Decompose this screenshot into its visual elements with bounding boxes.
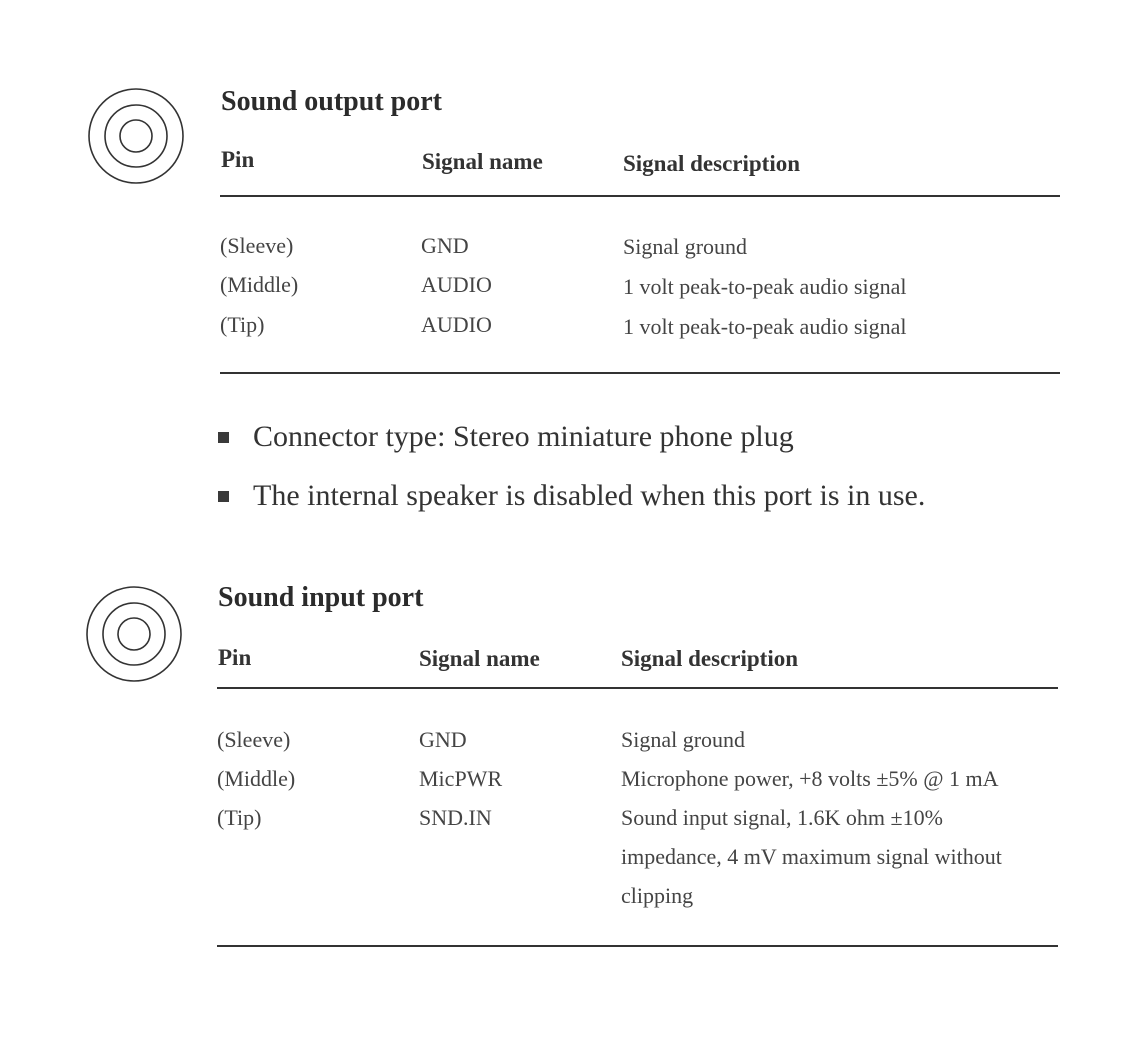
signal-description-cell: Sound input signal, 1.6K ohm ±10% impedance, 4 mV maximum signal without clipping — [621, 805, 1002, 908]
note-text: The internal speaker is disabled when this port is in use. — [253, 479, 926, 512]
note-text: Connector type: Stereo miniature phone plug — [253, 420, 794, 453]
signal-description-cell: Signal ground — [621, 727, 746, 752]
signal-description-cell: 1 volt peak-to-peak audio signal — [623, 274, 907, 299]
audio-jack-icon — [84, 584, 184, 684]
pin-cell: (Middle) — [220, 272, 299, 297]
table-bottom-rule — [217, 945, 1058, 947]
signal-name-cell: AUDIO — [421, 312, 492, 337]
signal-description-cell: Microphone power, +8 volts ±5% @ 1 mA — [621, 766, 999, 791]
section-title: Sound input port — [218, 582, 424, 613]
signal-description-cell: 1 volt peak-to-peak audio signal — [623, 314, 907, 339]
table-header-rule — [220, 195, 1060, 197]
signal-name-cell: AUDIO — [421, 272, 492, 297]
column-header-signal-description: Signal description — [623, 151, 801, 176]
column-header-signal-description: Signal description — [621, 646, 799, 671]
section-title: Sound output port — [221, 86, 442, 117]
table-header-rule — [217, 687, 1058, 689]
audio-jack-icon — [86, 86, 186, 186]
signal-name-cell: MicPWR — [419, 766, 503, 791]
pin-cell: (Sleeve) — [217, 727, 291, 752]
table-bottom-rule — [220, 372, 1060, 374]
note-item — [218, 479, 925, 513]
note-item — [218, 420, 794, 454]
column-header-pin: Pin — [218, 645, 252, 670]
column-header-pin: Pin — [221, 147, 255, 172]
pin-cell: (Middle) — [217, 766, 296, 791]
signal-name-cell: GND — [421, 233, 469, 258]
square-bullet-icon — [218, 432, 229, 443]
pin-cell: (Sleeve) — [220, 233, 294, 258]
column-header-signal-name: Signal name — [422, 149, 543, 174]
signal-name-cell: SND.IN — [419, 805, 492, 830]
pin-cell: (Tip) — [220, 312, 265, 337]
signal-name-cell: GND — [419, 727, 467, 752]
signal-description-cell: Signal ground — [623, 234, 748, 259]
column-header-signal-name: Signal name — [419, 646, 540, 671]
square-bullet-icon — [218, 491, 229, 502]
pin-cell: (Tip) — [217, 805, 262, 830]
